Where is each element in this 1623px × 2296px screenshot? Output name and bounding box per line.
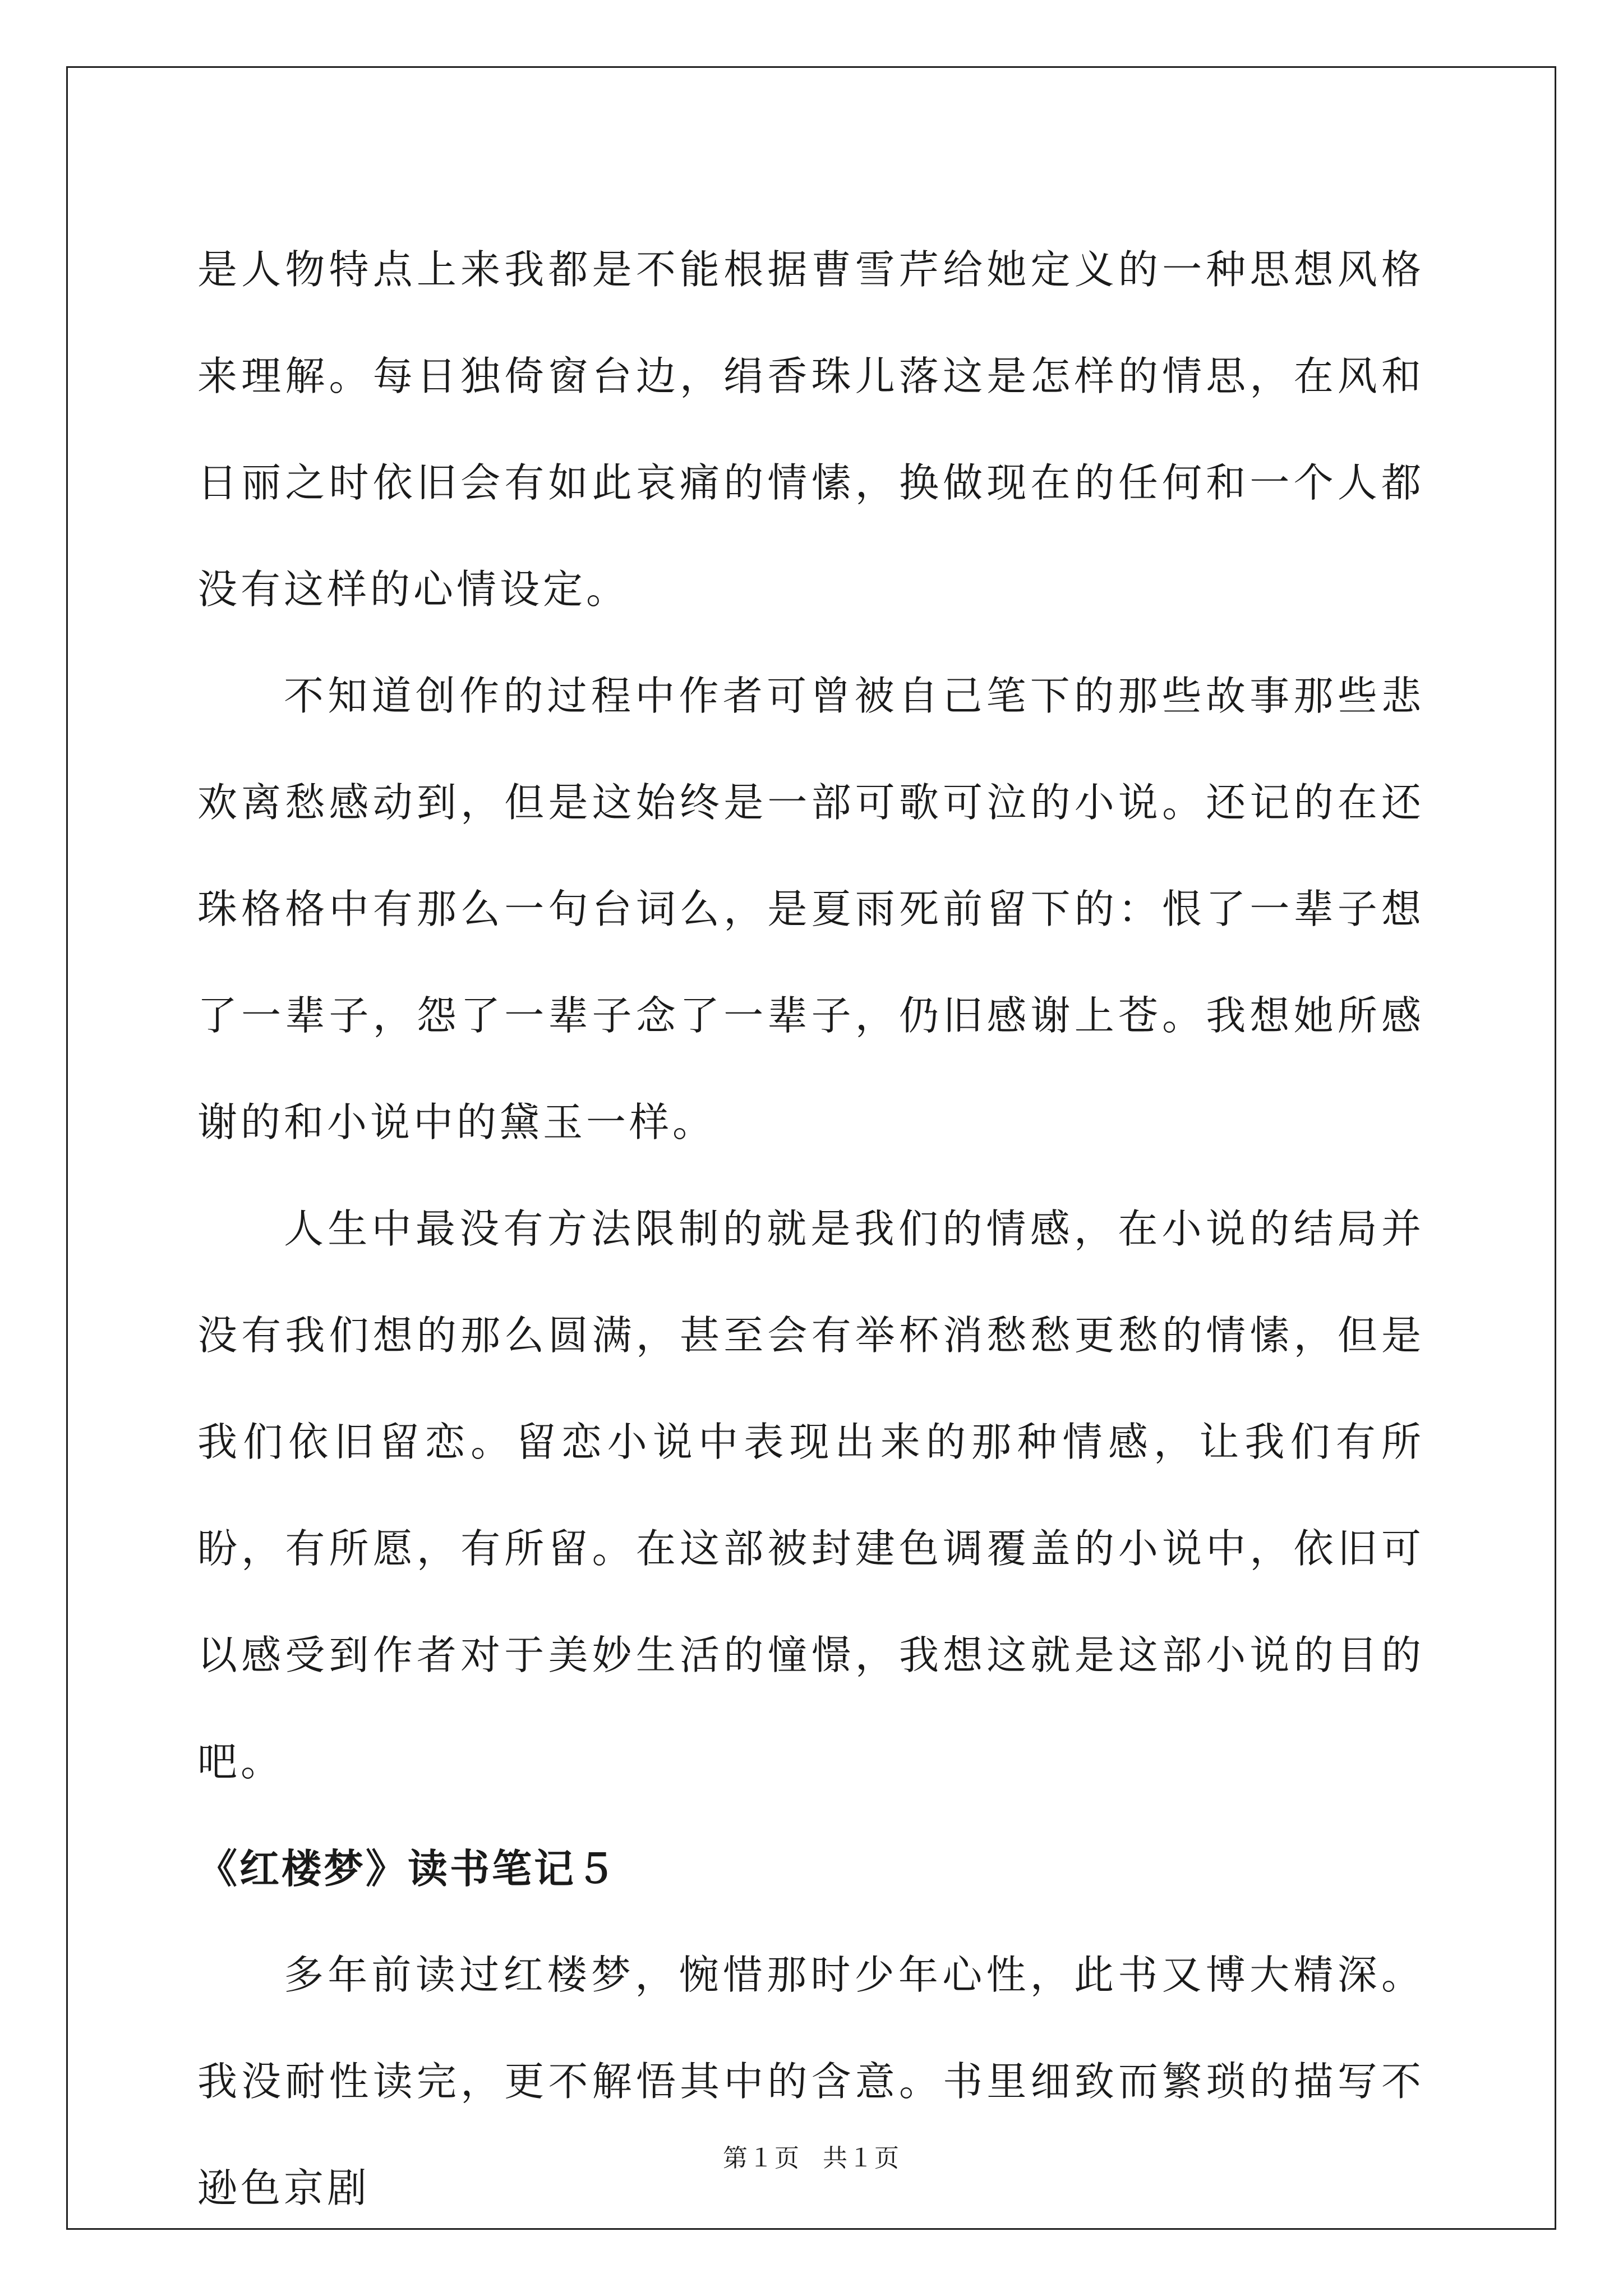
section-heading: 《红楼梦》读书笔记５ bbox=[197, 1845, 619, 1892]
document-body bbox=[197, 217, 1424, 2242]
page-footer bbox=[0, 2142, 1623, 2175]
paragraph: 人生中最没有方法限制的就是我们的情感，在小说的结局并没有我们想的那么圆满，甚至会有举杯消愁愁更愁的情愫，但是我们依旧留恋。留恋小说中表现出来的那种情感，让我们有所盼，有所愿，有所留。在这部被封建色调覆盖的小说中，依旧可以感受到作者对于美妙生活的憧憬，我想这就是这部小说的目的吧。 bbox=[197, 1205, 1424, 1785]
paragraph: 多年前读过红楼梦，惋惜那时少年心性，此书又博大精深。我没耐性读完，更不解悟其中的含意。书里细致而繁琐的描写不逊色京剧 bbox=[197, 1952, 1424, 2211]
paragraph: 不知道创作的过程中作者可曾被自己笔下的那些故事那些悲欢离愁感动到，但是这始终是一部可歌可泣的小说。还记的在还珠格格中有那么一句台词么，是夏雨死前留下的：恨了一辈子想了一辈子，怨了一辈子念了一辈子，仍旧感谢上苍。我想她所感谢的和小说中的黛玉一样。 bbox=[197, 673, 1424, 1145]
paragraph-continued: 是人物特点上来我都是不能根据曹雪芹给她定义的一种思想风格来理解。每日独倚窗台边，绢香珠儿落这是怎样的情思，在风和日丽之时依旧会有如此哀痛的情愫，换做现在的任何和一个人都没有这样的心情设定。 bbox=[197, 246, 1424, 613]
page-total: 共１页 bbox=[823, 2144, 900, 2173]
page-number: 第１页 bbox=[723, 2144, 800, 2173]
